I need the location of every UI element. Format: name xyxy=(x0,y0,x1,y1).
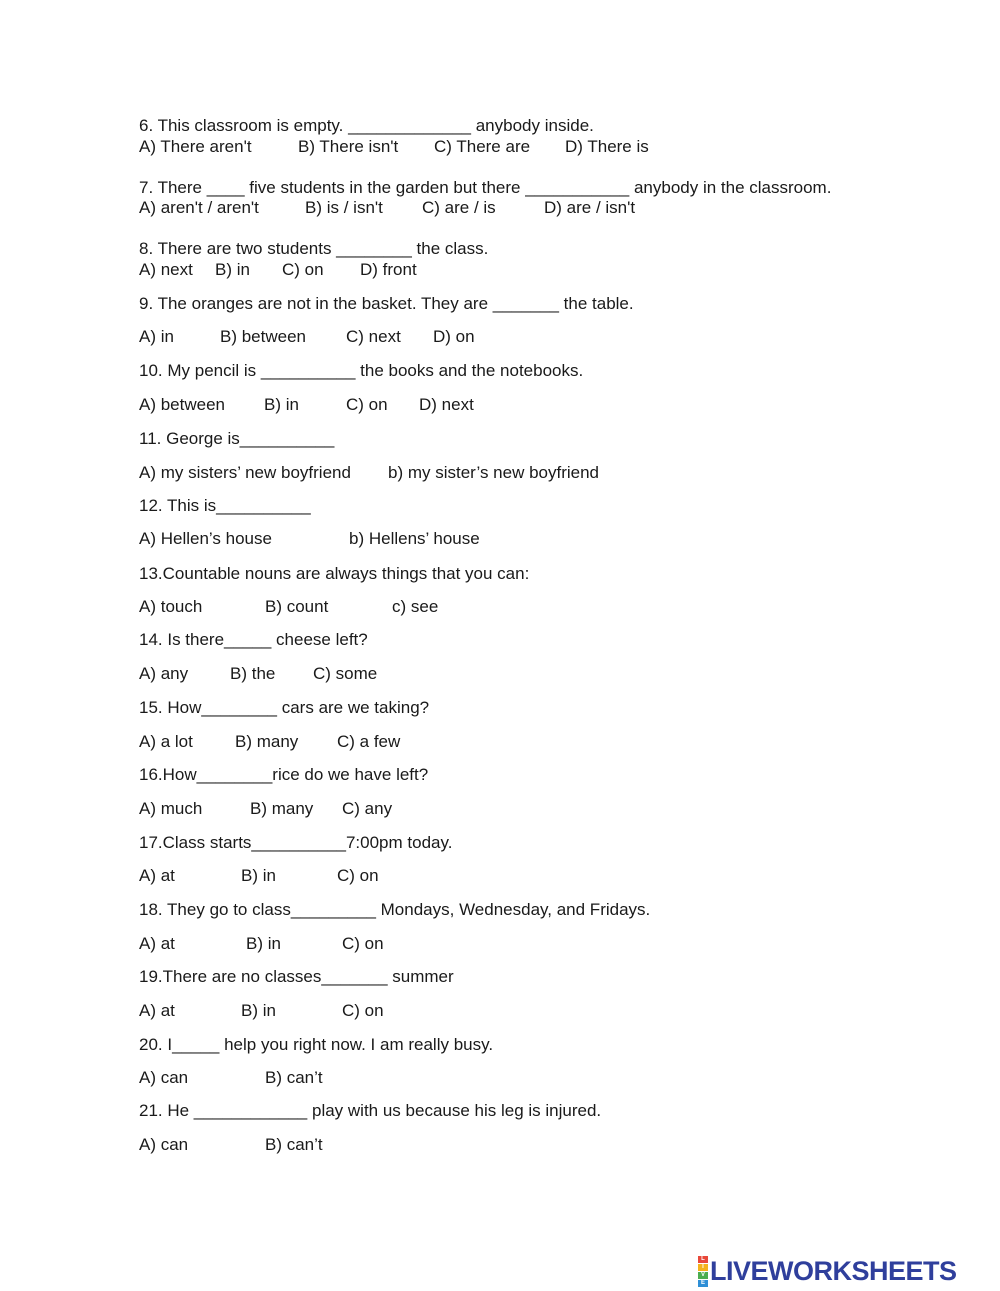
option: B) can’t xyxy=(265,1068,323,1087)
question-6-stem: 6. This classroom is empty. _____________ anybody inside. xyxy=(139,116,594,135)
option: B) count xyxy=(265,597,329,616)
option: B) in xyxy=(241,866,276,885)
option: D) There is xyxy=(565,137,649,156)
option: A) can xyxy=(139,1135,189,1154)
option: C) next xyxy=(346,327,401,346)
question-15-stem: 15. How________ cars are we taking? xyxy=(139,698,430,717)
option: D) front xyxy=(360,260,417,279)
option: c) see xyxy=(392,597,439,616)
option: b) Hellens’ house xyxy=(349,529,480,548)
option: C) are / is xyxy=(422,198,496,217)
option: A) in xyxy=(139,327,174,346)
option: A) between xyxy=(139,395,225,414)
option: B) is / isn't xyxy=(305,198,383,217)
question-12-stem: 12. This is__________ xyxy=(139,496,311,515)
question-21-stem: 21. He ____________ play with us because his leg is injured. xyxy=(139,1101,602,1120)
question-20-stem: 20. I_____ help you right now. I am really busy. xyxy=(139,1035,494,1054)
question-17-stem: 17.Class starts__________7:00pm today. xyxy=(139,833,453,852)
logo-block: E xyxy=(698,1280,708,1287)
option: C) some xyxy=(313,664,378,683)
logo-block: L xyxy=(698,1256,708,1263)
option: A) next xyxy=(139,260,193,279)
option: B) can’t xyxy=(265,1135,323,1154)
option: B) between xyxy=(220,327,306,346)
logo-block: I xyxy=(698,1264,708,1271)
option: b) my sister’s new boyfriend xyxy=(388,463,600,482)
question-8-stem: 8. There are two students ________ the class. xyxy=(139,239,489,258)
question-11-stem: 11. George is__________ xyxy=(139,429,335,448)
option: C) on xyxy=(337,866,379,885)
option: C) There are xyxy=(434,137,531,156)
logo-blocks-icon xyxy=(698,1256,708,1287)
option: A) at xyxy=(139,1001,175,1020)
question-14-stem: 14. Is there_____ cheese left? xyxy=(139,630,368,649)
option: A) much xyxy=(139,799,203,818)
logo-block: V xyxy=(698,1272,708,1279)
option: A) a lot xyxy=(139,732,193,751)
option: B) in xyxy=(241,1001,276,1020)
question-7-stem: 7. There ____ five students in the garden but there ___________ anybody in the classroom. xyxy=(139,178,832,197)
option: A) touch xyxy=(139,597,203,616)
option: A) any xyxy=(139,664,189,683)
question-16-stem: 16.How________rice do we have left? xyxy=(139,765,429,784)
option: C) any xyxy=(342,799,393,818)
logo-text: LIVEWORKSHEETS xyxy=(710,1255,957,1286)
option: B) in xyxy=(215,260,250,279)
option: C) on xyxy=(342,1001,384,1020)
option: B) the xyxy=(230,664,276,683)
option: C) on xyxy=(342,934,384,953)
option: C) a few xyxy=(337,732,401,751)
option: B) in xyxy=(264,395,299,414)
option: B) many xyxy=(235,732,299,751)
option: D) are / isn't xyxy=(544,198,636,217)
option: D) on xyxy=(433,327,475,346)
question-19-stem: 19.There are no classes_______ summer xyxy=(139,967,454,986)
option: B) in xyxy=(246,934,281,953)
option: A) Hellen’s house xyxy=(139,529,272,548)
option: C) on xyxy=(346,395,388,414)
question-13-stem: 13.Countable nouns are always things that you can: xyxy=(139,564,530,583)
question-21-options xyxy=(139,1135,839,1215)
question-9-stem: 9. The oranges are not in the basket. They are _______ the table. xyxy=(139,294,634,313)
option: B) There isn't xyxy=(298,137,399,156)
option: A) my sisters’ new boyfriend xyxy=(139,463,351,482)
option: A) at xyxy=(139,934,175,953)
option: B) many xyxy=(250,799,314,818)
option: A) There aren't xyxy=(139,137,252,156)
option: C) on xyxy=(282,260,324,279)
option: A) aren't / aren't xyxy=(139,198,259,217)
question-10-stem: 10. My pencil is __________ the books and the notebooks. xyxy=(139,361,584,380)
question-18-stem: 18. They go to class_________ Mondays, Wednesday, and Fridays. xyxy=(139,900,651,919)
option: A) can xyxy=(139,1068,189,1087)
option: D) next xyxy=(419,395,474,414)
liveworksheets-logo xyxy=(698,1257,957,1285)
option: A) at xyxy=(139,866,175,885)
